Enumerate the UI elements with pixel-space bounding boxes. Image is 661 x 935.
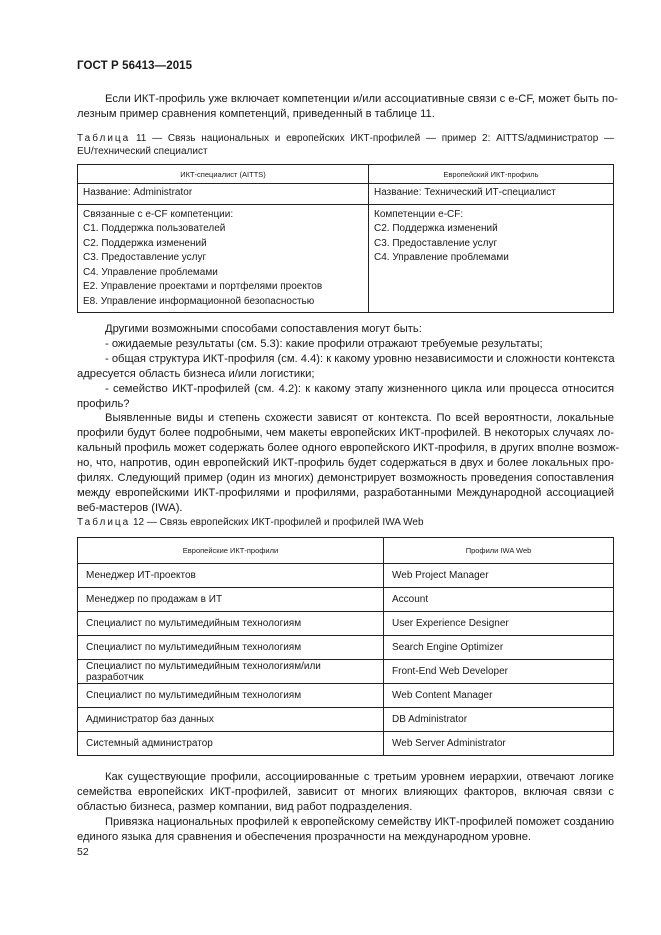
text-line: лезным пример сравнения компетенций, приведенный в таблице 11. <box>77 108 435 120</box>
table-cell: Администратор баз данных <box>78 708 384 732</box>
text-line: - семейство ИКТ-профилей (см. 4.2): к какому этапу жизненного цикла или процесса относится <box>105 383 614 395</box>
column-header: Европейские ИКТ-профили <box>78 538 384 564</box>
text-line: веб-мастеров (IWA). <box>77 502 183 514</box>
table-cell: Специалист по мультимедийным технологиям <box>78 636 384 660</box>
page-number: 52 <box>77 846 89 858</box>
text-line: профили будут более подробными, чем макеты европейских ИКТ-профилей. В некоторых случаях ло- <box>77 427 614 439</box>
table-12-caption <box>77 516 614 529</box>
table-cell: Специалист по мультимедийным технологиям <box>78 612 384 636</box>
document-header: ГОСТ Р 56413—2015 <box>77 60 193 72</box>
methods-paragraph <box>77 322 614 412</box>
table-11 <box>77 164 614 313</box>
list-item: C3. Предоставление услуг <box>83 252 207 263</box>
table-12 <box>77 537 614 756</box>
list-item: C4. Управление проблемами <box>83 266 218 278</box>
caption-word: Таблица <box>77 517 131 528</box>
table-header-row <box>78 538 614 564</box>
caption-text: 11 — Связь национальных и европейских ИКТ-профилей — пример 2: AITTS/администратор — <box>135 133 615 144</box>
table-header-row <box>78 165 614 184</box>
column-header: ИКТ-специалист (AITTS) <box>78 165 369 184</box>
list-item: C2. Поддержка изменений <box>374 223 498 234</box>
table-cell: Менеджер ИТ-проектов <box>78 564 384 588</box>
list-item: C3. Предоставление услуг <box>374 237 498 249</box>
caption-word: Таблица <box>77 133 131 144</box>
table-row <box>78 684 614 708</box>
list-item: Компетенции e-CF: <box>374 208 464 220</box>
text-line: - общая структура ИКТ-профиля (см. 4.4): к какому уровню независимости и сложности контекста <box>105 353 615 365</box>
table-cell: Менеджер по продажам в ИТ <box>78 588 384 612</box>
text-line: семейства европейских ИКТ-профилей, зависит от многих влияющих факторов, включая связи с <box>77 786 614 798</box>
table-row <box>78 660 614 684</box>
table-cell: DB Administrator <box>384 708 614 732</box>
conclusion-paragraph <box>77 815 614 845</box>
table-cell: Название: Administrator <box>78 184 369 205</box>
table-cell: Системный администратор <box>78 732 384 756</box>
table-row <box>78 708 614 732</box>
list-item: C4. Управление проблемами <box>374 252 509 263</box>
table-cell: User Experience Designer <box>384 612 614 636</box>
text-line: - ожидаемые результаты (см. 5.3): какие профили отражают требуемые результаты; <box>105 338 543 350</box>
table-row <box>78 564 614 588</box>
text-line: Если ИКТ-профиль уже включает компетенции и/или ассоциативные связи с e-CF, может быть по- <box>105 93 619 105</box>
list-item: E2. Управление проектами и портфелями проектов <box>83 281 323 292</box>
competence-list-right <box>369 204 614 313</box>
table-cell: Специалист по мультимедийным технологиям/или разработчик <box>78 660 384 684</box>
list-item: Связанные с e-CF компетенции: <box>83 208 234 220</box>
text-line: Выявленные виды и степень схожести зависят от контекста. По всей вероятности, локальные <box>105 412 614 424</box>
intro-paragraph <box>77 92 619 122</box>
hierarchy-paragraph <box>77 770 614 815</box>
table-row <box>78 184 614 205</box>
table-row <box>78 732 614 756</box>
table-row <box>78 636 614 660</box>
table-cell: Специалист по мультимедийным технологиям <box>78 684 384 708</box>
text-line: филях. Следующий пример (один из многих) демонстрирует возможность проведения сопоставления <box>77 472 614 484</box>
table-cell: Web Project Manager <box>384 564 614 588</box>
text-line: Привязка национальных профилей к европейскому семейству ИКТ-профилей поможет созданию <box>105 816 614 828</box>
table-cell: Front-End Web Developer <box>384 660 614 684</box>
table-cell: Web Server Administrator <box>384 732 614 756</box>
caption-text: 12 — Связь европейских ИКТ-профилей и профилей IWA Web <box>133 517 424 528</box>
text-line: единого языка для сравнения и обеспечения прозрачности на международном уровне. <box>77 831 532 843</box>
text-line: областью бизнеса, размер компании, вид работ подразделения. <box>77 801 413 813</box>
text-line: адресуется область бизнеса и/или логистики; <box>77 368 315 380</box>
text-line: между европейскими ИКТ-профилями и профилями, разработанными Международной ассоциацией <box>77 487 614 499</box>
text-line: кальный профиль может содержать более одного европейского ИКТ-профиля, в других вполне возмож- <box>77 442 620 454</box>
caption-text: EU/технический специалист <box>77 146 208 157</box>
table-cell: Search Engine Optimizer <box>384 636 614 660</box>
text-line: но, что, напротив, один европейский ИКТ-профиль будет содержаться в двух и более локальных про- <box>77 457 614 469</box>
list-item: C1. Поддержка пользователей <box>83 223 226 234</box>
list-item: C2. Поддержка изменений <box>83 237 207 249</box>
table-cell: Название: Технический ИТ-специалист <box>369 184 614 205</box>
competence-list-left <box>78 204 369 313</box>
table-cell: Account <box>384 588 614 612</box>
table-row <box>78 588 614 612</box>
list-item: E8. Управление информационной безопасностью <box>83 295 315 307</box>
table-cell: Web Content Manager <box>384 684 614 708</box>
context-paragraph <box>77 411 620 516</box>
column-header: Европейский ИКТ-профиль <box>369 165 614 184</box>
text-line: профиль? <box>77 398 130 410</box>
column-header: Профили IWA Web <box>384 538 614 564</box>
text-line: Другими возможными способами сопоставления могут быть: <box>105 323 422 335</box>
table-11-caption <box>77 132 614 158</box>
table-row <box>78 612 614 636</box>
table-row <box>78 204 614 313</box>
text-line: Как существующие профили, ассоциированные с третьим уровнем иерархии, отвечают логике <box>105 771 614 783</box>
